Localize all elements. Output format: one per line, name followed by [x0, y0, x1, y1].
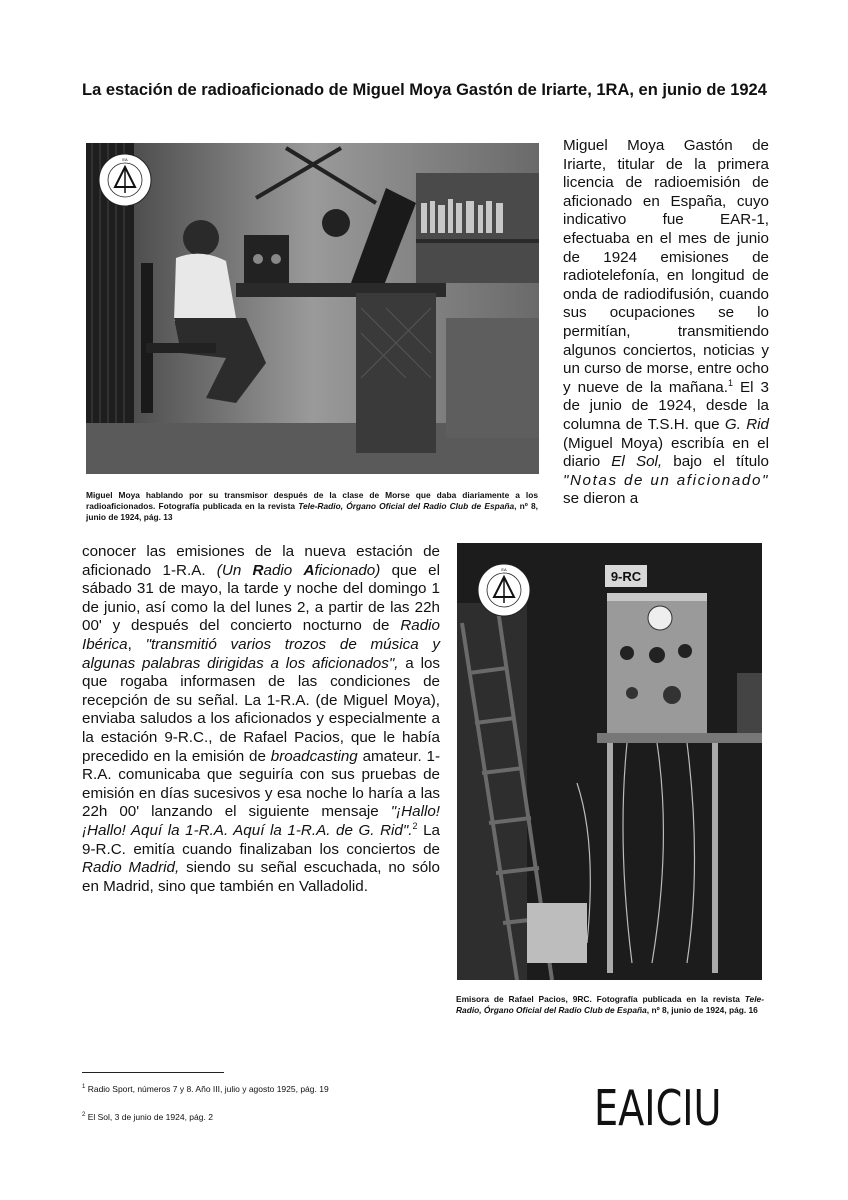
- photo1-caption-a: Miguel Moya hablando por su transmisor después de la clase de Morse que daba diariamente a los radioaficionados. Fotografía publicada en la revista: [86, 490, 538, 511]
- paragraph-1: [563, 137, 769, 509]
- footnote-ref-2: 2: [412, 820, 418, 831]
- p1-notas: "Notas de un aficionado": [563, 471, 769, 489]
- p1-part-a: Miguel Moya Gastón de Iriarte, titular de la primera licencia de radioemisión de aficionado en España, cuyo indicativo fue EAR-1, efectuaba en el mes de junio de 1924 emisiones de radiotelefonía, en longitud de onda de radiodifusión, cuando sus ocupaciones se lo permitían, transmitiendo algunos conciertos, noticias y un curso de morse, entre ocho y nueve de la mañana.: [563, 137, 769, 396]
- p2-radio-iberica: Radio Ibérica: [82, 617, 440, 653]
- p2-s7: siendo su señal escuchada, no sólo en Madrid, sino que también en Valladolid.: [82, 859, 440, 895]
- footnote-ref-1: 1: [727, 377, 733, 388]
- photo-illustration: [86, 143, 539, 474]
- photo-miguel-moya-station: [86, 143, 539, 474]
- p1-part-c: (Miguel Moya) escribía en el diario: [563, 434, 769, 471]
- p1-g-rid: G. Rid: [724, 415, 770, 433]
- p2-broadcasting: broadcasting: [270, 747, 358, 765]
- p2-s4: a los que rogaba informasen de las condiciones de recepción de su señal. La 1-R.A. (de Miguel Moya), enviaba saludos a los aficionados y especialmente a la estación 9-R.C., de Rafael Pacios, que le había precedido en la emisión de: [82, 654, 440, 765]
- p2-s3: ,: [127, 635, 146, 653]
- p2-s1: conocer las emisiones de la nueva estación de aficionado 1-R.A.: [82, 543, 440, 579]
- seal-text-2: EA: [501, 567, 507, 572]
- photo2-caption-b: , nº 8, junio de 1924, pág. 16: [646, 1005, 758, 1015]
- seal-text-1: EA: [122, 157, 128, 162]
- p2-s6: La 9-R.C. emitía cuando finalizaban los conciertos de: [82, 821, 440, 858]
- eaciu-seal-1: [98, 153, 152, 207]
- p1-el-sol: El Sol,: [611, 453, 663, 471]
- photo2-caption-a: Emisora de Rafael Pacios, 9RC. Fotografía publicada en la revista: [456, 994, 745, 1004]
- footnote-2-text: El Sol, 3 de junio de 1924, pág. 2: [85, 1112, 213, 1122]
- photo1-caption: [86, 490, 538, 523]
- photo1-caption-b: , nº 8, junio de 1924, pág. 13: [86, 501, 538, 522]
- p2-un-radio-r: R: [252, 561, 264, 579]
- photo2-caption-journal: Tele-Radio, Órgano Oficial del Radio Club de España: [456, 994, 764, 1015]
- footnote-1-text: Radio Sport, números 7 y 8. Año III, julio y agosto 1925, pág. 19: [85, 1084, 329, 1094]
- p2-quote-1: "transmitió varios trozos de música y algunas palabras dirigidas a los aficionados",: [82, 635, 440, 672]
- footnote-divider: [82, 1072, 224, 1073]
- photo2-caption: [456, 994, 764, 1016]
- p2-s2: que el sábado 31 de mayo, la tarde y noche del domingo 1 de junio, así como la del lunes 2, a partir de las 22h 00' y después del concierto nocturno de: [82, 561, 440, 635]
- p2-un-radio-1: (Un: [216, 561, 253, 579]
- station-sign-9rc: 9-RC: [610, 569, 642, 584]
- p2-quote-2: "¡Hallo! ¡Hallo! Aquí la 1-R.A. Aquí la 1-R.A. de G. Rid".: [82, 803, 440, 839]
- brand-logo: EAICIU: [594, 1080, 722, 1137]
- footnote-2-marker: 2: [82, 1112, 86, 1119]
- p2-un-radio-2: adio: [263, 561, 304, 579]
- p2-un-radio-3: ficionado): [314, 561, 381, 579]
- eaciu-seal-2: [477, 563, 531, 617]
- p2-un-radio-a: A: [303, 561, 315, 579]
- footnote-1: [82, 1084, 329, 1094]
- paragraph-2: [82, 543, 440, 896]
- footnote-1-marker: 1: [82, 1084, 86, 1091]
- page-title: La estación de radioaficionado de Miguel Moya Gastón de Iriarte, 1RA, en junio de 1924: [82, 81, 767, 99]
- footnote-2: [82, 1112, 213, 1122]
- p1-part-b: El 3 de junio de 1924, desde la columna de T.S.H. que: [563, 378, 769, 433]
- photo-rafael-pacios-station: [457, 543, 762, 980]
- photo1-caption-journal: Tele-Radio, Órgano Oficial del Radio Club de España: [298, 501, 515, 511]
- p1-part-e: se dieron a: [563, 490, 639, 508]
- p2-radio-madrid: Radio Madrid,: [82, 859, 180, 877]
- p2-s5: amateur. 1-R.A. comunicaba que seguiría con sus pruebas de emisión en días sucesivos y esa noche lo haría a las 22h 00' lanzando el siguiente mensaje: [82, 747, 440, 821]
- p1-part-d: bajo el título: [662, 453, 770, 471]
